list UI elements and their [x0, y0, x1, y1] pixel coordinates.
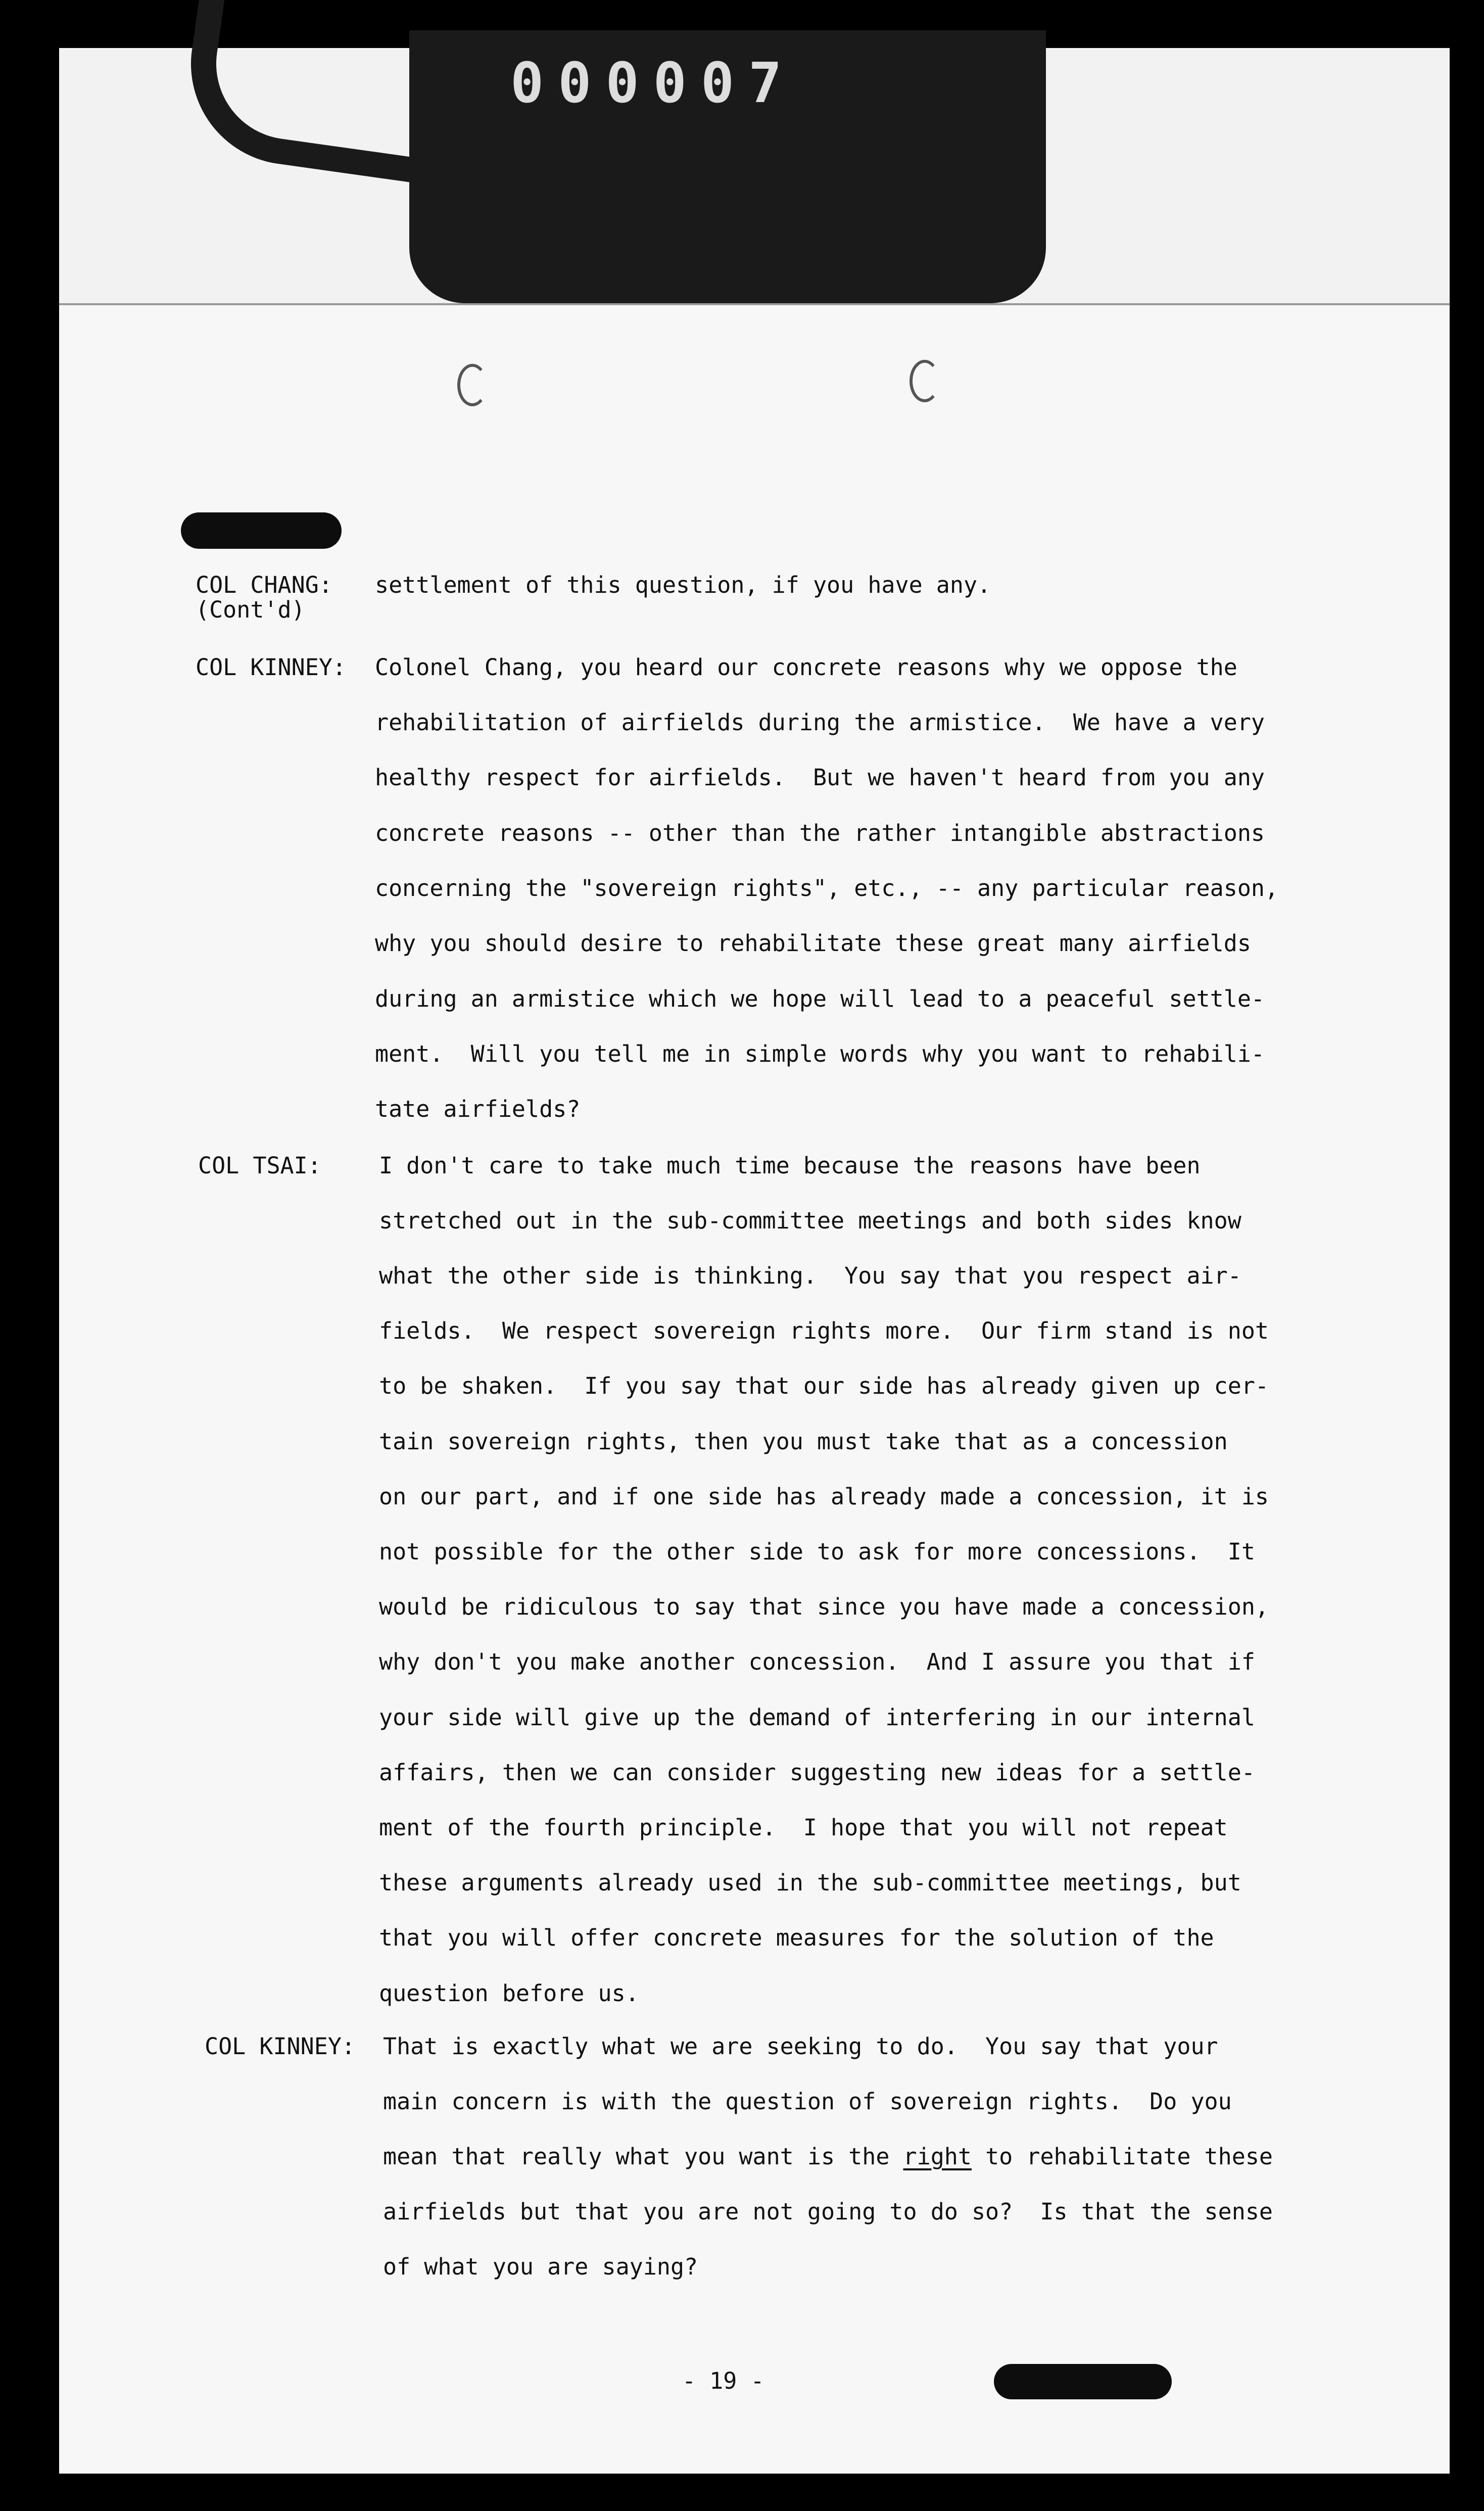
- punch-hole-left: [457, 364, 488, 406]
- page-number: - 19 -: [682, 2367, 764, 2394]
- text-line: Colonel Chang, you heard our concrete reasons why we oppose the: [375, 654, 1237, 681]
- text-line: ment of the fourth principle. I hope that you will not repeat: [379, 1814, 1228, 1841]
- text-line: why you should desire to rehabilitate these great many airfields: [375, 930, 1251, 957]
- text-segment: mean that really what you want is the: [383, 2143, 903, 2170]
- text-line: ment. Will you tell me in simple words why you want to rehabili-: [375, 1040, 1265, 1067]
- text-line: fields. We respect sovereign rights more. Our firm stand is not: [379, 1317, 1269, 1344]
- text-line: during an armistice which we hope will lead to a peaceful settle-: [375, 985, 1265, 1012]
- text-line: tate airfields?: [375, 1096, 581, 1122]
- text-line: on our part, and if one side has already made a concession, it is: [379, 1483, 1269, 1510]
- text-line: affairs, then we can consider suggesting new ideas for a settle-: [379, 1759, 1255, 1786]
- text-line: rehabilitation of airfields during the armistice. We have a very: [375, 709, 1265, 736]
- text-line: stretched out in the sub-committee meetings and both sides know: [379, 1207, 1241, 1234]
- speaker-continued-note: (Cont'd): [196, 596, 305, 623]
- text-line: healthy respect for airfields. But we haven't heard from you any: [375, 764, 1265, 791]
- text-line: to be shaken. If you say that our side has already given up cer-: [379, 1372, 1269, 1399]
- text-line: would be ridiculous to say that since you have made a concession,: [379, 1593, 1269, 1620]
- text-line: that you will offer concrete measures for the solution of the: [379, 1924, 1214, 1951]
- text-line: why don't you make another concession. And I assure you that if: [379, 1648, 1255, 1675]
- text-line: what the other side is thinking. You say that you respect air-: [379, 1262, 1241, 1289]
- text-line-underlined: [383, 2143, 1273, 2170]
- text-line: tain sovereign rights, then you must take that as a concession: [379, 1428, 1228, 1455]
- text-line: these arguments already used in the sub-committee meetings, but: [379, 1869, 1241, 1896]
- text-line: not possible for the other side to ask for more concessions. It: [379, 1538, 1255, 1565]
- text-line: your side will give up the demand of interfering in our internal: [379, 1704, 1255, 1731]
- redaction-mark-top: [181, 512, 342, 549]
- text-line: settlement of this question, if you have any.: [375, 572, 991, 598]
- text-line: question before us.: [379, 1980, 639, 2007]
- speaker-label: COL CHANG:: [196, 572, 332, 598]
- text-line: concerning the "sovereign rights", etc., -- any particular reason,: [375, 875, 1279, 902]
- frame-number-stamp: 000007: [510, 51, 796, 115]
- redaction-mark-bottom: [994, 2364, 1172, 2399]
- speaker-label: COL TSAI:: [198, 1152, 321, 1179]
- text-line: That is exactly what we are seeking to do. You say that your: [383, 2033, 1218, 2060]
- text-line: I don't care to take much time because the reasons have been: [379, 1152, 1201, 1179]
- text-line: airfields but that you are not going to do so? Is that the sense: [383, 2198, 1273, 2225]
- underlined-word: right: [903, 2143, 972, 2170]
- punch-hole-right: [909, 360, 940, 402]
- text-line: of what you are saying?: [383, 2253, 698, 2280]
- text-line: main concern is with the question of sovereign rights. Do you: [383, 2088, 1232, 2115]
- text-line: concrete reasons -- other than the rather intangible abstractions: [375, 820, 1265, 846]
- text-segment: to rehabilitate these: [971, 2143, 1273, 2170]
- speaker-label: COL KINNEY:: [205, 2033, 356, 2060]
- speaker-label: COL KINNEY:: [196, 654, 347, 681]
